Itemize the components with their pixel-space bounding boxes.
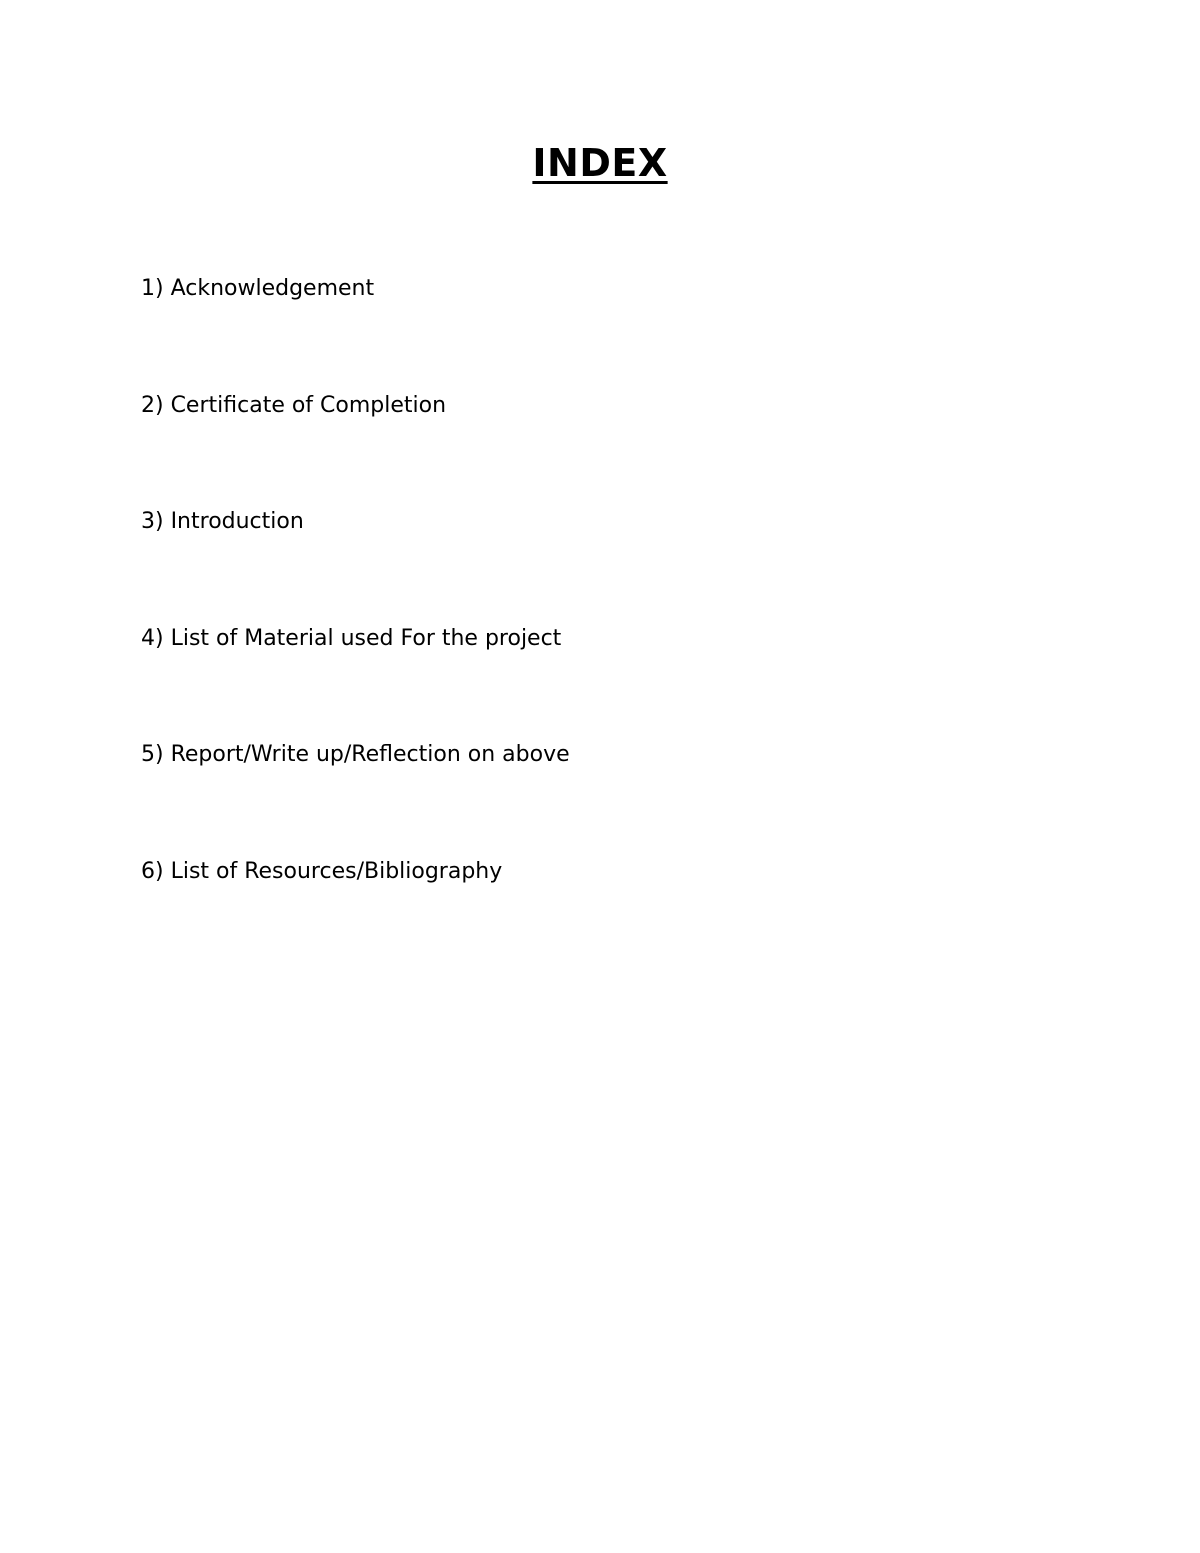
index-list xyxy=(141,272,1041,972)
index-item-introduction: 3) Introduction xyxy=(141,509,304,535)
index-item-materials: 4) List of Material used For the project xyxy=(141,625,562,651)
index-item-acknowledgement: 1) Acknowledgement xyxy=(141,276,375,301)
index-item-report: 5) Report/Write up/Reflection on above xyxy=(141,742,570,768)
index-item-certificate: 2) Certificate of Completion xyxy=(141,392,447,418)
page-title: INDEX xyxy=(532,141,668,185)
index-item-resources: 6) List of Resources/Bibliography xyxy=(141,858,503,884)
